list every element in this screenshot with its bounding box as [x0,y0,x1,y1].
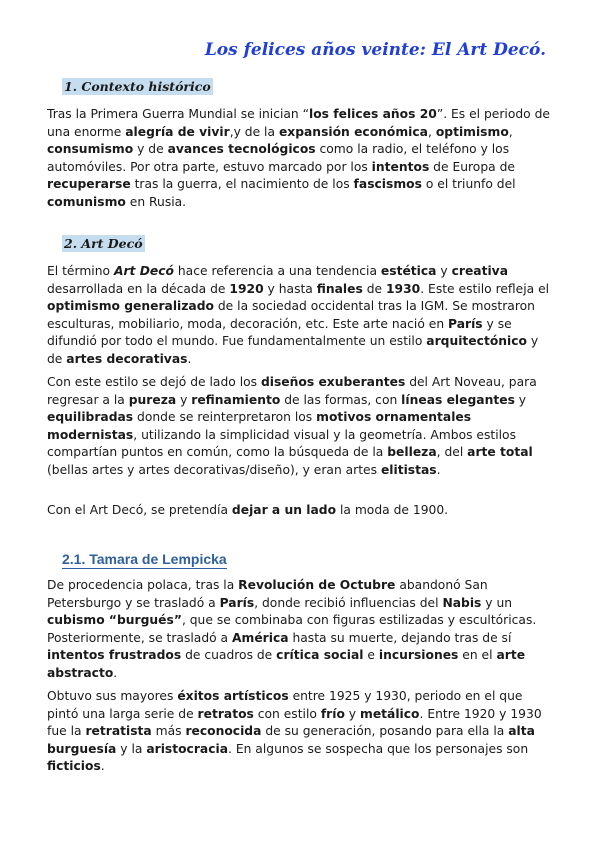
bold-run: estética [380,264,437,278]
text-run: como la radio, el teléfono y los automóviles. Por otra parte, estuvo marcado por los [47,142,510,174]
bold-run: frío [320,706,345,721]
bold-italic-run [114,264,174,278]
text-run: Con el Art Decó, se pretendía [47,503,232,517]
text-run: donde se reinterpretaron los [133,410,317,425]
paragraph-art-deco-moda [47,502,555,520]
text-run: o el triunfo del [421,177,516,192]
text-run: hace referencia a una tendencia [173,264,381,278]
bold-run: consumismo [47,142,134,157]
text-run: . En algunos se sospecha que los personajes son [228,741,529,756]
bold-run: motivos ornamentales modernistas [47,410,472,442]
bold-run: comunismo [47,194,126,209]
heading-art-deco: 2. Art Decó [64,236,143,251]
text-run: de cuadros de [181,648,277,663]
text-run: Obtuvo sus mayores [47,689,178,703]
text-run: . Entre 1920 y 1930 fue la [47,706,542,739]
bold-run: Nabis [442,595,482,610]
bold-run: recuperarse [47,177,131,192]
text-run: . [436,462,441,477]
bold-run: intentos [371,159,430,174]
text-run: De procedencia polaca, tras la [47,578,239,592]
bold-run: avances tecnológicos [167,142,316,157]
text-run: del Art Noveau, para regresar a la [47,375,537,407]
bold-run: París [219,595,255,610]
text-run: Con este estilo se dejó de lado los [47,375,261,389]
bold-run: refinamiento [191,392,281,407]
bold-run: alegría de vivir [125,124,230,139]
paragraph-art-deco-estilo [47,374,555,480]
text-run: , que se combinaba con figuras estilizadas y escultóricas. Posteriormente, se trasladó a [47,613,537,645]
paragraph-lempicka-exitos [47,688,555,776]
bold-run: expansión económica [278,124,428,139]
text-run: y hasta [263,281,317,296]
bold-run: arquitectónico [426,334,527,349]
bold-run: pureza [128,392,177,407]
bold-run: Revolución de Octubre [238,578,396,592]
text-run: , del [436,445,468,460]
bold-run: elitistas [380,462,437,477]
paragraph-lempicka-biografia [47,577,555,683]
text-run: de la sociedad occidental tras la IGM. Se mostraron esculturas, mobiliario, moda, decoración, etc. Este arte nació en [47,299,535,331]
text-run: Tras la Primera Guerra Mundial se inician “ [47,107,309,121]
bold-run: arte abstracto [47,648,526,680]
text-run: y [176,392,192,407]
heading-contexto-historico: 1. Contexto histórico [64,79,211,94]
text-run: y [344,706,360,721]
bold-run: crítica social [276,648,364,663]
text-run: ,y de la [229,124,279,139]
text-run: y [514,392,527,407]
bold-run: arte total [467,445,533,460]
paragraph-contexto [47,106,555,212]
text-run: e [363,648,379,663]
text-run: . [113,665,118,680]
bold-run: América [232,630,289,645]
text-run: en Rusia. [125,194,187,209]
text-run: , utilizando la simplicidad visual y la geometría. Ambos estilos compartían puntos en común, como la búsqueda de la [47,427,516,460]
text-run: de Europa de [429,159,515,174]
bold-run: optimismo [435,124,509,139]
bold-run: artes decorativas [66,351,188,366]
text-run: , donde recibió influencias del [254,595,443,610]
bold-run: líneas elegantes [401,392,515,407]
text-run: y [436,264,452,278]
text-run: tras la guerra, el nacimiento de los [130,177,354,192]
emphasis-text: Art Decó [113,264,174,278]
text-run: con estilo [253,706,321,721]
text-run: , [508,124,513,139]
bold-run: intentos frustrados [47,648,182,663]
text-run: ”. Es el periodo de una enorme [47,107,550,139]
text-run: y un [481,595,513,610]
bold-run: dejar a un lado [231,503,337,517]
document-title: Los felices años veinte: El Art Decó. [204,40,546,60]
text-run: . Este estilo refleja el [420,281,550,296]
bold-run: creativa [451,264,508,278]
bold-run: retratista [85,724,152,739]
bold-run: fascismos [353,177,422,192]
bold-run: finales [316,281,363,296]
text-run: . [187,351,192,366]
text-run: El término [47,264,114,278]
text-run: de su generación, posando para ella la [261,724,509,739]
bold-run: retratos [197,706,254,721]
bold-run: metálico [360,706,420,721]
text-run: en el [458,648,497,663]
bold-run: éxitos artísticos [177,689,289,703]
bold-run: ficticios [47,759,101,774]
heading-tamara-de-lempicka: 2.1. Tamara de Lempicka [62,551,227,567]
text-run: y de [133,142,168,157]
bold-run: equilibradas [47,410,134,425]
bold-run: aristocracia [146,741,229,756]
bold-run: cubismo “burgués” [47,613,182,628]
text-run: la moda de 1900. [336,503,449,517]
text-run: , [427,124,436,139]
bold-run: París [448,316,483,331]
bold-run: incursiones [378,648,459,663]
bold-run: optimismo generalizado [47,299,214,314]
text-run: . [100,759,105,774]
text-run: y la [116,741,147,756]
text-run: hasta su muerte, dejando tras de sí [288,630,512,645]
bold-run: belleza [387,445,437,460]
bold-run: los felices años 20 [309,107,437,121]
text-run: y se difundió por todo el mundo. Fue fundamentalmente un estilo [47,316,512,349]
bold-run: 1920 [229,281,264,296]
text-run: abandonó San Petersburgo y se trasladó a [47,578,488,610]
text-run: entre 1925 y 1930, periodo en el que pintó una larga serie de [47,689,523,721]
bold-run: reconocida [185,724,262,739]
text-run: de las formas, con [280,392,402,407]
text-run: (bellas artes y artes decorativas/diseño), y eran artes [47,462,381,477]
bold-run: diseños exuberantes [260,375,406,389]
paragraph-art-deco-definicion [47,263,555,369]
bold-run: alta burguesía [47,724,535,756]
text-run: desarrollada en la década de [47,281,230,296]
text-run: y de [47,334,539,366]
bold-run: 1930 [386,281,421,296]
text-run: de [362,281,386,296]
text-run: más [151,724,186,739]
